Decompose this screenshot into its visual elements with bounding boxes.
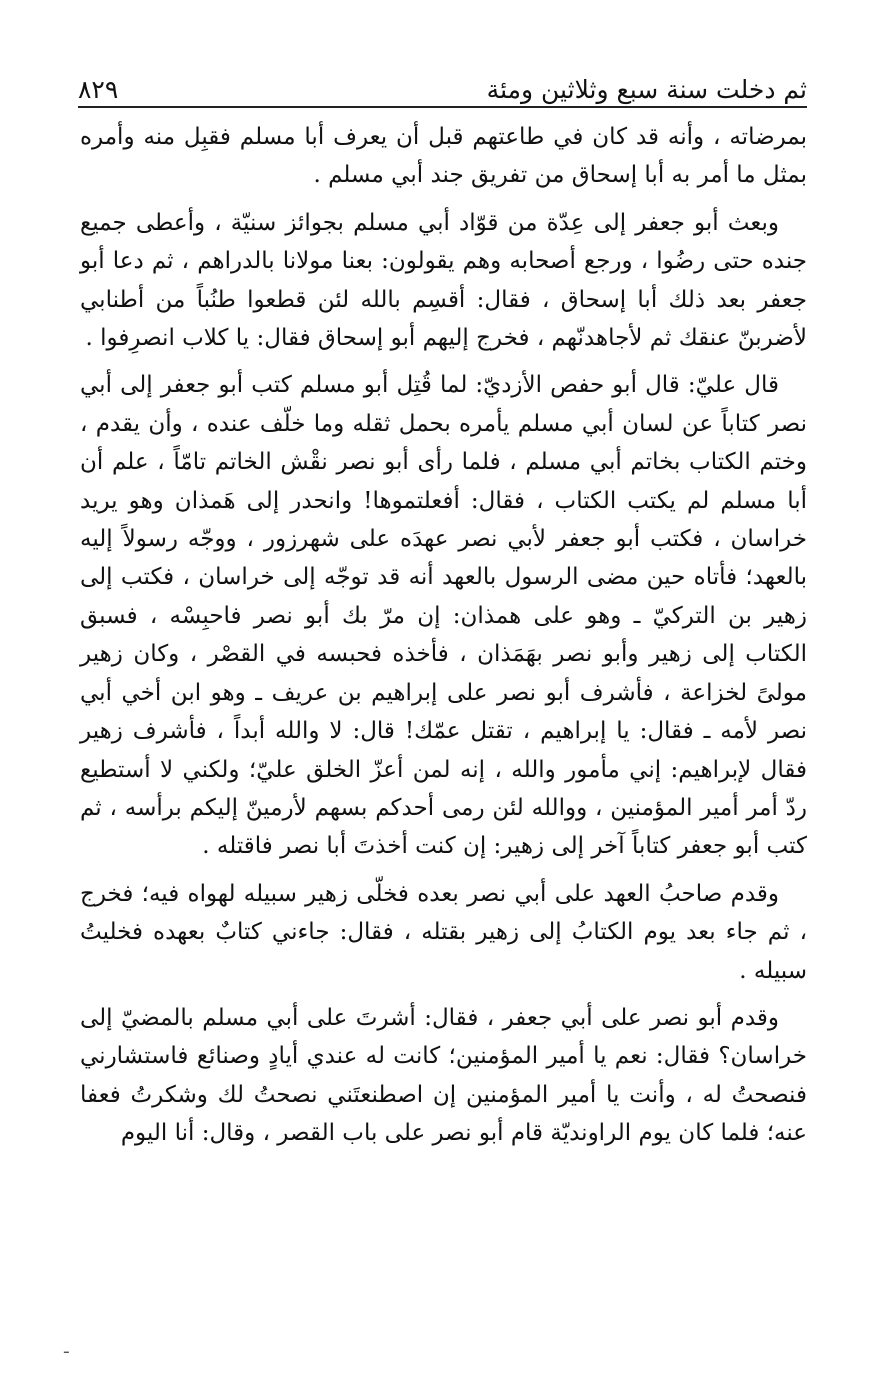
paragraph-2: وبعث أبو جعفر إلى عِدّة من قوّاد أبي مسلم بجوائز سنيّة ، وأعطى جميع جنده حتى رضُوا ، ورجع أصحابه وهم يقولون: بعنا مولانا بالدراهم ، ثم دعا أبو جعفر بعد ذلك أبا إسحاق ، فقال: أقسِم بالله لئن قطعوا طنُباً من أطنابي لأضربنّ عنقك ثم لأجاهدنّهم ، فخرج إليهم أبو إسحاق فقال: يا كلاب انصرِفوا . xyxy=(80,209,807,352)
paragraph-5: وقدم أبو نصر على أبي جعفر ، فقال: أشرتَ على أبي مسلم بالمضيّ إلى خراسان؟ فقال: نعم يا أمير المؤمنين؛ كانت له عندي أيادٍ وصنائع فاستشارني فنصحتُ له ، وأنت يا أمير المؤمنين إن اصطنعتَني نصحتُ لك وشكرتُ فعفا عنه؛ فلما كان يوم الراونديّة قام أبو نصر على باب القصر ، وقال: أنا اليوم xyxy=(80,1004,807,1147)
running-head: ثم دخلت سنة سبع وثلاثين ومئة xyxy=(486,75,807,104)
main-text xyxy=(80,118,807,1162)
page-number: ٨٢٩ xyxy=(78,75,119,104)
page-header xyxy=(78,50,807,102)
header-rule xyxy=(78,106,807,108)
margin-mark: ـ xyxy=(64,1338,69,1357)
paragraph-4: وقدم صاحبُ العهد على أبي نصر بعده فخلّى زهير سبيله لهواه فيه؛ فخرج ، ثم جاء بعد يوم الكتابُ إلى زهير بقتله ، فقال: جاءني كتابٌ بعهده فخليتُ سبيله . xyxy=(80,880,808,984)
paragraph-3: قال عليّ: قال أبو حفص الأزديّ: لما قُتِل أبو مسلم كتب أبو جعفر إلى أبي نصر كتاباً عن لسان أبي مسلم يأمره بحمل ثقله وما خلّف عنده ، وأن يقدم ، وختم الكتاب بخاتم أبي مسلم ، فلما رأى أبو نصر نقْش الخاتم تامّاً ، علم أن أبا مسلم لم يكتب الكتاب ، فقال: أفعلتموها! وانحدر إلى هَمذان وهو يريد خراسان ، فكتب أبو جعفر لأبي نصر عهدَه على شهرزور ، ووجّه رسولاً إليه بالعهد؛ فأتاه حين مضى الرسول بالعهد أنه قد توجّه إلى خراسان ، فكتب إلى زهير بن التركيّ ـ وهو على همذان: إن مرّ بك أبو نصر فاحبِسْه ، فسبق الكتاب إلى زهير وأبو نصر بهَمَذان ، فأخذه فحبسه في القصْر ، وكان زهير مولىً لخزاعة ، فأشرف أبو نصر على إبراهيم بن عريف ـ وهو ابن أخي أبي نصر لأمه ـ فقال: يا إبراهيم ، تقتل عمّك! قال: لا والله أبداً ، فأشرف زهير فقال لإبراهيم: إني مأمور والله ، إنه لمن أعزّ الخلق عليّ؛ ولكني لا أستطيع ردّ أمر أمير المؤمنين ، ووالله لئن رمى أحدكم بسهم لأرمينّ إليكم برأسه ، ثم كتب أبو جعفر كتاباً آخر إلى زهير: إن كنت أخذتَ أبا نصر فاقتله . xyxy=(80,372,807,860)
paragraph-1: بمرضاته ، وأنه قد كان في طاعتهم قبل أن يعرف أبا مسلم فقبِل منه وأمره بمثل ما أمر به أبا إسحاق من تفريق جند أبي مسلم . xyxy=(80,124,807,189)
